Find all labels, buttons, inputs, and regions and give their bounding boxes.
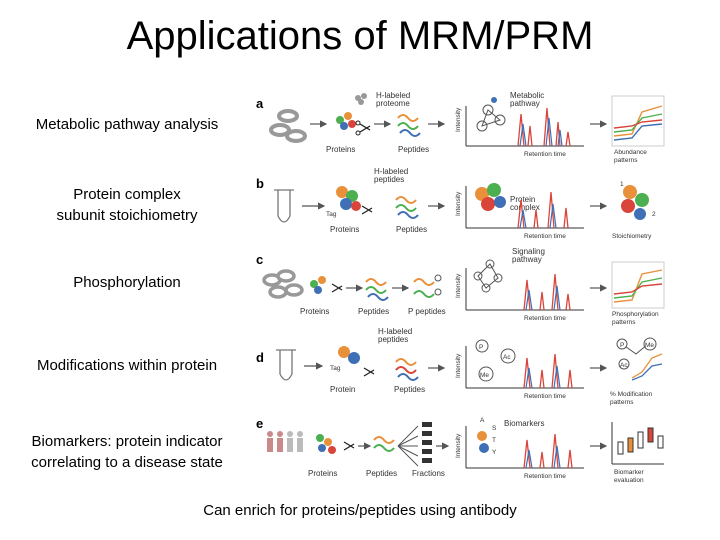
- panel-d-letter: d: [256, 350, 264, 365]
- modification-badges: [476, 340, 515, 381]
- phosphorylation-pattern-plot: [612, 262, 664, 308]
- biomarker-y: Y: [492, 449, 497, 456]
- row-label-modifications: Modifications within protein: [36, 357, 218, 374]
- fractionation-fan-icon: [398, 426, 418, 466]
- pattern-mod-3: Ac: [620, 362, 628, 369]
- heavy-peptides-label: H-labeled peptides: [374, 167, 409, 184]
- scissors-icon: [344, 442, 354, 450]
- panel-b: [256, 167, 656, 240]
- complex-cluster-icon: [336, 186, 361, 211]
- scissors-icon: [364, 368, 374, 376]
- p-peptides-label: P peptides: [408, 307, 446, 316]
- proteins-label: Proteins: [330, 225, 360, 234]
- signaling-network-icon: [474, 260, 502, 292]
- abundance-pattern-plot: [612, 96, 664, 146]
- panel-e-letter: e: [256, 416, 264, 431]
- peptides-label: Peptides: [398, 145, 430, 154]
- intensity-axis-label: Intensity: [455, 273, 462, 298]
- protein-cluster-icon: [316, 434, 336, 454]
- mod-me-label: Me: [480, 372, 490, 379]
- panel-b-letter: b: [256, 176, 264, 191]
- protein-cluster-icon: [310, 276, 326, 294]
- intensity-axis-label: Intensity: [455, 433, 462, 458]
- mod-ac-label: Ac: [503, 354, 511, 361]
- footer-note: Can enrich for proteins/peptides using antibody: [203, 502, 517, 519]
- pattern-mod-1: P: [620, 342, 625, 349]
- panel-a-letter: a: [256, 96, 264, 111]
- complex-label: Protein complex: [510, 195, 540, 212]
- rt-label: Retention time: [524, 473, 566, 480]
- biomarker-evaluation-label: Biomarker evaluation: [614, 469, 644, 484]
- panel-c: [256, 247, 664, 326]
- protein-pill-icon: [271, 111, 305, 141]
- mod-p-label: P: [479, 344, 484, 351]
- rt-label: Retention time: [524, 233, 566, 240]
- peptides-label: Peptides: [366, 469, 398, 478]
- proteins-label: Proteins: [308, 469, 338, 478]
- panel-d: [256, 327, 662, 406]
- peptides-label: Peptides: [394, 385, 426, 394]
- intensity-axis-label: Intensity: [455, 107, 462, 132]
- modification-pattern-label: % Modification patterns: [610, 391, 653, 406]
- tube-icon: [276, 350, 296, 380]
- tube-icon: [274, 190, 294, 222]
- protein-label: Protein: [330, 385, 356, 394]
- peptide-squiggle-icon: [398, 115, 420, 136]
- panel-a: [256, 91, 664, 164]
- intensity-axis-label: Intensity: [455, 353, 462, 378]
- protein-pill-icon: [264, 271, 302, 297]
- scissors-icon: [362, 206, 372, 214]
- intensity-axis-label: Intensity: [455, 191, 462, 216]
- phosphorylation-label: Phosphorylation patterns: [612, 311, 659, 326]
- rt-label: Retention time: [524, 315, 566, 322]
- stoichiometry-label: Stoichiometry: [612, 233, 652, 240]
- heavy-peptides-label: H-labeled peptides: [378, 327, 413, 344]
- pattern-mod-2: Me: [645, 342, 655, 349]
- biomarker-s: S: [492, 425, 497, 432]
- row-label-metabolic: Metabolic pathway analysis: [35, 116, 219, 133]
- stoich-number-1: 1: [620, 181, 624, 188]
- slide-title: Applications of MRM/PRM: [126, 14, 594, 58]
- stoich-number-2: 2: [652, 211, 656, 218]
- tag-label: Tag: [326, 211, 337, 218]
- modification-pattern-icon: [617, 338, 662, 380]
- heavy-proteome-label: H-labeled proteome: [376, 91, 411, 108]
- scissors-icon: [356, 121, 370, 135]
- row-label-phospho: Phosphorylation: [73, 274, 181, 291]
- protein-cluster-icon: [336, 93, 367, 130]
- fractions-label: Fractions: [412, 469, 445, 478]
- peptides-label: Peptides: [358, 307, 390, 316]
- peptide-squiggle-icon: [396, 359, 418, 380]
- fractions-stack-icon: [422, 422, 432, 463]
- biomarkers-label: Biomarkers: [504, 419, 545, 428]
- biomarker-t: T: [492, 437, 496, 444]
- phospho-peptide-icon: [414, 275, 441, 297]
- row-label-biomarkers: Biomarkers: protein indicator correlating to a disease state: [31, 433, 223, 471]
- peptide-squiggle-icon: [366, 279, 388, 300]
- signaling-label: Signaling pathway: [512, 247, 545, 264]
- tag-label: Tag: [330, 365, 341, 372]
- workflow-figure: [248, 86, 708, 498]
- rt-label: Retention time: [524, 151, 566, 158]
- peptide-squiggle-icon: [374, 437, 394, 451]
- abundance-label: Abundance patterns: [614, 149, 647, 164]
- biomarker-icons: [477, 417, 497, 456]
- panel-e: [256, 416, 664, 484]
- panel-c-letter: c: [256, 252, 264, 267]
- rt-label: Retention time: [524, 393, 566, 400]
- row-label-complex: Protein complex subunit stoichiometry: [56, 186, 198, 224]
- pathway-network-icon: [477, 97, 505, 131]
- protein-complex-icon: [475, 183, 506, 211]
- proteins-label: Proteins: [326, 145, 356, 154]
- scissors-icon: [332, 284, 342, 292]
- peptides-label: Peptides: [396, 225, 428, 234]
- pathway-label: Metabolic pathway: [510, 91, 545, 108]
- people-icon: [267, 431, 303, 452]
- proteins-label: Proteins: [300, 307, 330, 316]
- stoichiometry-icon: [621, 185, 649, 220]
- biomarker-a: A: [480, 417, 485, 424]
- boxplot-icon: [612, 422, 664, 464]
- protein-cluster-icon: [338, 346, 360, 364]
- peptide-squiggle-icon: [396, 197, 418, 218]
